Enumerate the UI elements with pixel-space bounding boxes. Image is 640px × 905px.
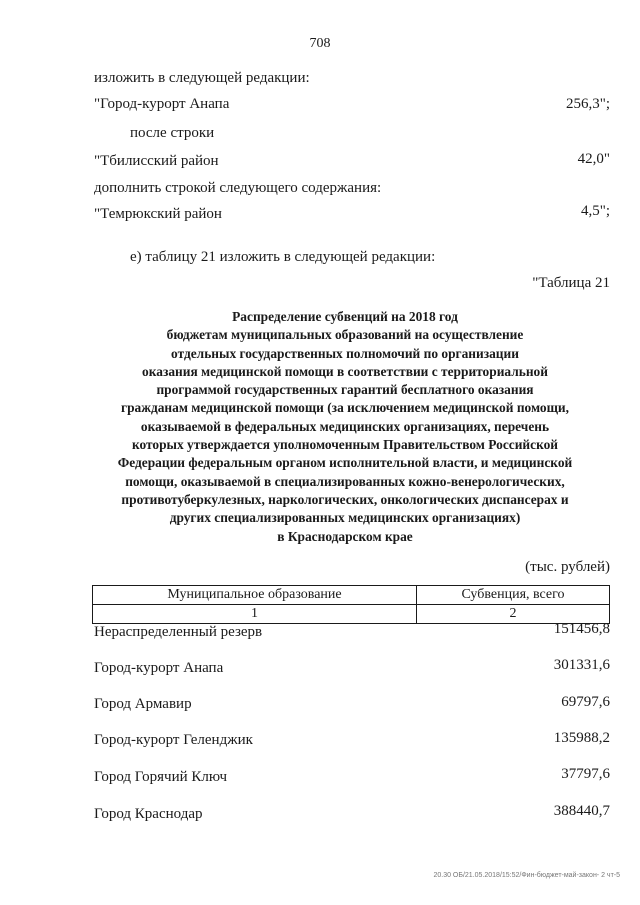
title-line: противотуберкулезных, наркологических, онкологических диспансерах и — [121, 491, 569, 507]
item-e-text: е) таблицу 21 изложить в следующей редакции: — [130, 249, 436, 265]
table-row-name: Город Армавир — [94, 696, 192, 712]
page-number: 708 — [309, 36, 331, 51]
anapa-line-name: "Город-курорт Анапа — [94, 96, 230, 112]
title-line: отдельных государственных полномочий по организации — [171, 345, 519, 361]
temryuk-line-value: 4,5"; — [580, 203, 610, 219]
table-row-name: Город Краснодар — [94, 806, 203, 822]
title-line: других специализированных медицинских организациях) — [169, 510, 521, 526]
table-row-value: 37797,6 — [561, 766, 610, 782]
title-line: помощи, оказываемой в специализированных кожно-венерологических, — [125, 473, 565, 489]
column-header-municipality: Муниципальное образование — [93, 586, 417, 605]
title-line: Распределение субвенций на 2018 год — [232, 309, 458, 324]
temryuk-line-name: "Темрюкский район — [94, 206, 222, 222]
title-line: гражданам медицинской помощи (за исключением медицинской помощи, — [121, 400, 569, 416]
column-number-row — [93, 605, 610, 624]
table-row-value: 69797,6 — [561, 694, 610, 710]
table-row-name: Город Горячий Ключ — [94, 769, 228, 785]
table-row-name: Нераспределенный резерв — [94, 624, 263, 640]
title-line: Федерации федеральным органом исполнительной власти, и медицинской — [117, 455, 573, 471]
table-row-name: Город-курорт Геленджик — [94, 732, 253, 748]
table-row-value: 301331,6 — [553, 657, 610, 673]
title-line: программой государственных гарантий бесплатного оказания — [156, 382, 534, 398]
footer-stamp: 20.30 ОБ/21.05.2018/15:52/Фин-бюджет-май-закон- 2 чт-5 — [433, 872, 620, 879]
column-number: 1 — [93, 605, 417, 624]
table-row-value: 151456,8 — [553, 621, 610, 637]
column-number: 2 — [417, 605, 610, 624]
header-row — [93, 586, 610, 605]
tbilisi-line-value: 42,0" — [577, 151, 610, 167]
title-line: которых утверждается уполномоченным Правительством Российской — [131, 437, 559, 453]
column-header-subvention: Субвенция, всего — [417, 586, 610, 605]
units-label: (тыс. рублей) — [525, 559, 610, 575]
after-row-text: после строки — [130, 125, 215, 141]
add-row-text: дополнить строкой следующего содержания: — [94, 180, 382, 196]
table-header — [92, 585, 610, 624]
table-row-value: 388440,7 — [553, 803, 610, 819]
instruction-text: изложить в следующей редакции: — [94, 70, 310, 86]
title-line: бюджетам муниципальных образований на осуществление — [166, 327, 524, 343]
table-row-name: Город-курорт Анапа — [94, 660, 224, 676]
table-caption: "Таблица 21 — [532, 275, 610, 291]
table-row-value: 135988,2 — [553, 730, 610, 746]
anapa-line-value: 256,3"; — [565, 96, 610, 112]
title-line: в Краснодарском крае — [277, 528, 413, 544]
title-line: оказываемой в федеральных медицинских организациях, перечень — [140, 418, 550, 434]
title-line: оказания медицинской помощи в соответствии с территориальной — [142, 363, 548, 379]
tbilisi-line-name: "Тбилисский район — [94, 153, 219, 169]
table-title — [60, 308, 630, 546]
